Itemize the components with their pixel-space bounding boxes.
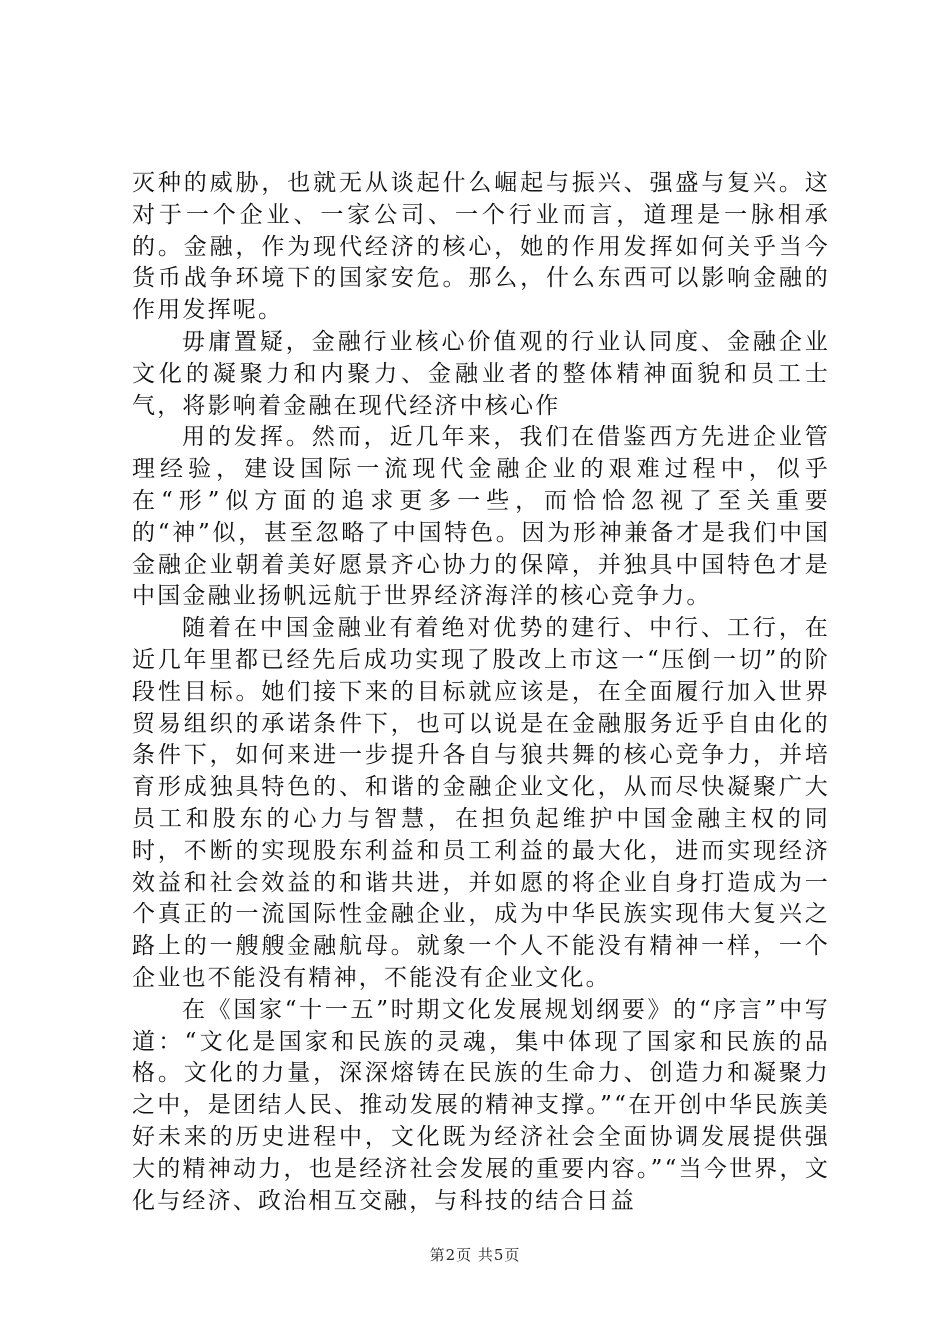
paragraph: 随着在中国金融业有着绝对优势的建行、中行、工行，在近几年里都已经先后成功实现了股改上市这一“压倒一切”的阶段性目标。她们接下来的目标就应该是，在全面履行加入世界贸易组织的承诺条件下，也可以说是在金融服务近乎自由化的条件下，如何来进一步提升各自与狼共舞的核心竞争力，并培育形成独具特色的、和谐的金融企业文化，从而尽快凝聚广大员工和股东的心力与智慧，在担负起维护中国金融主权的同时，不断的实现股东利益和员工利益的最大化，进而实现经济效益和社会效益的和谐共进，并如愿的将企业自身打造成为一个真正的一流国际性金融企业，成为中华民族实现伟大复兴之路上的一艘艘金融航母。就象一个人不能没有精神一样，一个企业也不能没有精神，不能没有企业文化。 [132, 615, 830, 991]
paragraph: 在《国家“十一五”时期文化发展规划纲要》的“序言”中写道：“文化是国家和民族的灵魂，集中体现了国家和民族的品格。文化的力量，深深熔铸在民族的生命力、创造力和凝聚力之中，是团结人民、推动发展的精神支撑。”“在开创中华民族美好未来的历史进程中，文化既为经济社会全面协调发展提供强大的精神动力，也是经济社会发展的重要内容。”“当今世界，文化与经济、政治相互交融，与科技的结合日益 [132, 996, 830, 1214]
body-text [132, 168, 830, 1217]
paragraph-continuation: 灭种的威胁，也就无从谈起什么崛起与振兴、强盛与复兴。这对于一个企业、一家公司、一个行业而言，道理是一脉相承的。金融，作为现代经济的核心，她的作用发挥如何关乎当今货币战争环境下的国家安危。那么，什么东西可以影响金融的作用发挥呢。 [132, 170, 830, 324]
page-number-footer: 第2页 共5页 [429, 1246, 521, 1264]
paragraph: 用的发挥。然而，近几年来，我们在借鉴西方先进企业管理经验，建设国际一流现代金融企业的艰难过程中，似乎在“形”似方面的追求更多一些，而恰恰忽视了至关重要的“神”似，甚至忽略了中国特色。因为形神兼备才是我们中国金融企业朝着美好愿景齐心协力的保障，并独具中国特色才是中国金融业扬帆远航于世界经济海洋的核心竞争力。 [132, 424, 830, 610]
paragraph: 毋庸置疑，金融行业核心价值观的行业认同度、金融企业文化的凝聚力和内聚力、金融业者的整体精神面貌和员工士气，将影响着金融在现代经济中核心作 [132, 328, 830, 419]
